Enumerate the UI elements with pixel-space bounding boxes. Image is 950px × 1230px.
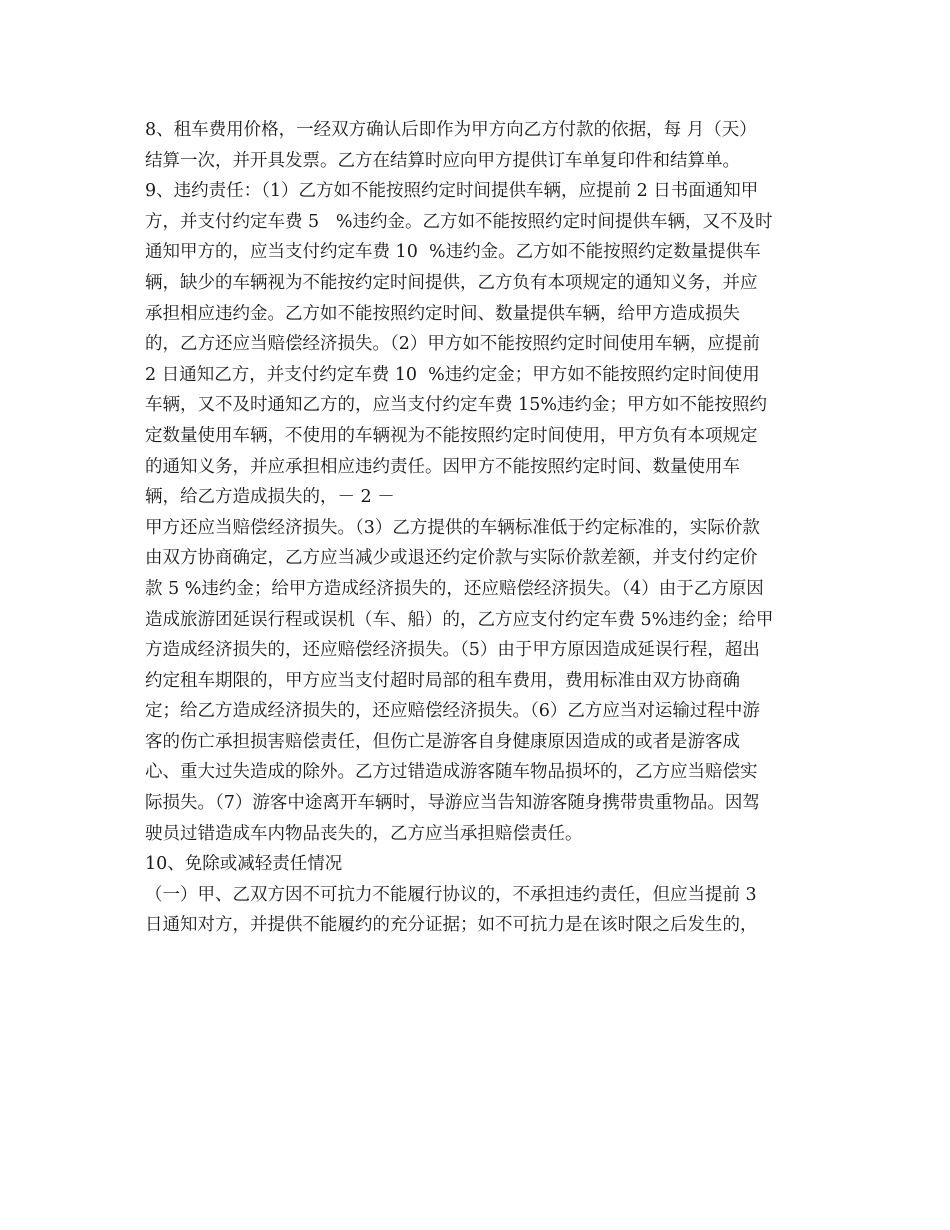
text-line: 的通知义务，并应承担相应违约责任。因甲方不能按照约定时间、数量使用车 — [145, 456, 740, 477]
text-line: 承担相应违约金。乙方如不能按照约定时间、数量提供车辆，给甲方造成损失 — [145, 303, 740, 324]
text-line: 约定租车期限的，甲方应当支付超时局部的租车费用，费用标准由双方协商确 — [145, 670, 740, 691]
text-line-clause-8-b: 结算一次，并开具发票。乙方在结算时应向甲方提供订车单复印件和结算单。 — [145, 150, 740, 171]
text-line: 驶员过错造成车内物品丧失的，乙方应当承担赔偿责任。 — [145, 823, 583, 844]
text-line: 的，乙方还应当赔偿经济损失。（2）甲方如不能按照约定时间使用车辆，应提前 — [145, 334, 760, 355]
text-line-clause-8-a: 8、租车费用价格，一经双方确认后即作为甲方向乙方付款的依据，每 月（天） — [145, 120, 757, 140]
text-line: 车辆，又不及时通知乙方的，应当支付约定车费 15%违约金；甲方如不能按照约 — [145, 395, 767, 416]
text-line: 心、重大过失造成的除外。乙方过错造成游客随车物品损坏的，乙方应当赔偿实 — [145, 762, 758, 783]
text-line: 际损失。（7）游客中途离开车辆时，导游应当告知游客随身携带贵重物品。因驾 — [145, 793, 760, 814]
text-line: 日通知对方，并提供不能履约的充分证据；如不可抗力是在该时限之后发生的， — [145, 915, 758, 936]
text-line: 甲方还应当赔偿经济损失。（3）乙方提供的车辆标准低于约定标准的，实际价款 — [145, 517, 760, 538]
text-line: 由双方协商确定，乙方应当减少或退还约定价款与实际价款差额，并支付约定价 — [145, 548, 758, 569]
text-line: 客的伤亡承担损害赔偿责任，但伤亡是游客自身健康原因造成的或者是游客成 — [145, 731, 740, 752]
text-line: 定数量使用车辆，不使用的车辆视为不能按照约定时间使用，甲方负有本项规定 — [145, 425, 758, 446]
text-line: （一）甲、乙双方因不可抗力不能履行协议的，不承担违约责任，但应当提前 3 — [145, 884, 757, 905]
text-line-clause-9-a: 9、违约责任：（1）乙方如不能按照约定时间提供车辆，应提前 2 日书面通知甲 — [145, 181, 759, 202]
text-line-page-number: 辆，给乙方造成损失的，－ 2 － — [145, 487, 395, 508]
text-line: 通知甲方的，应当支付约定车费 10 %违约金。乙方如不能按照约定数量提供车 — [145, 242, 761, 263]
text-line: 定；给乙方造成经济损失的，还应赔偿经济损失。（6）乙方应当对运输过程中游 — [145, 701, 760, 722]
text-line: 方，并支付约定车费 5 %违约金。乙方如不能按照约定时间提供车辆，又不及时 — [145, 211, 773, 232]
text-line: 造成旅游团延误行程或误机（车、船）的，乙方应支付约定车费 5%违约金；给甲 — [145, 609, 774, 630]
section-heading-clause-10: 10、免除或减轻责任情况 — [145, 854, 343, 875]
text-line: 款 5 %违约金；给甲方造成经济损失的，还应赔偿经济损失。（4）由于乙方原因 — [145, 578, 764, 599]
text-line: 辆，缺少的车辆视为不能按约定时间提供，乙方负有本项规定的通知义务，并应 — [145, 272, 758, 293]
text-line: 方造成经济损失的，还应赔偿经济损失。（5）由于甲方原因造成延误行程，超出 — [145, 640, 760, 661]
document-body — [145, 115, 825, 941]
text-line: 2 日通知乙方，并支付约定车费 10 %违约定金；甲方如不能按照约定时间使用 — [145, 364, 760, 385]
